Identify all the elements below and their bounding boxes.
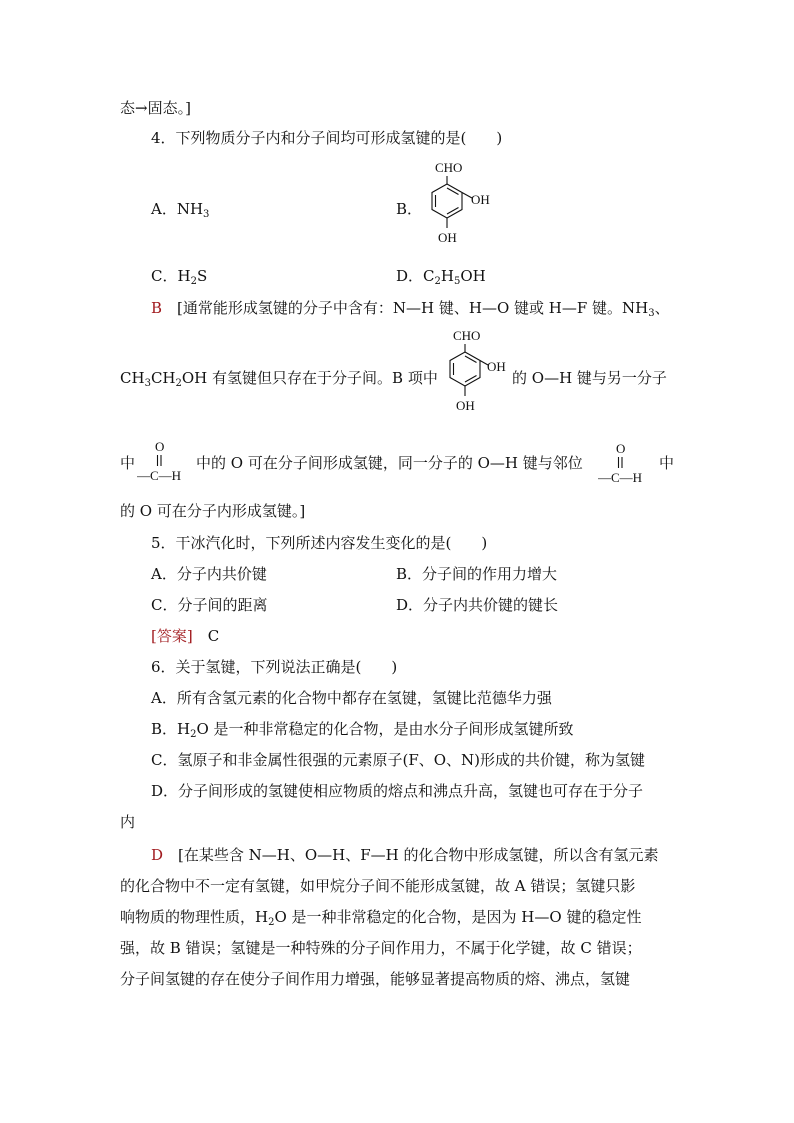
q6-explanation-line4: 强，故 B 错误；氢键是一种特殊的分子间作用力，不属于化学键，故 C 错误；	[120, 939, 642, 957]
q4-option-b-label: B．	[396, 200, 423, 218]
mol-oh-label-2: OH	[456, 398, 475, 413]
aldehyde-group-structure-1	[137, 438, 197, 484]
ald-o-label: O	[616, 441, 626, 456]
q6-option-d-line1: D．分子间形成的氢键使相应物质的熔点和沸点升高，氢键也可存在于分子	[151, 782, 644, 800]
q6-option-c: C．氢原子和非金属性很强的元素原子(F、O、N)形成的共价键，称为氢键	[151, 751, 646, 769]
q5-option-a: A．分子内共价键	[151, 565, 267, 583]
ald-o-label: O	[155, 439, 165, 454]
q4-explanation-line3-mid: 中的 O 可在分子间形成氢键，同一分子的 O—H 键与邻位	[196, 454, 583, 472]
q5-stem: 5．干冰汽化时，下列所述内容发生变化的是( )	[151, 534, 488, 552]
q5-answer-line	[151, 626, 219, 646]
dihydroxybenzaldehyde-structure-2	[430, 326, 520, 426]
mol-ring	[432, 184, 462, 218]
q6-option-a: A．所有含氢元素的化合物中都存在氢键，氢键比范德华力强	[151, 689, 552, 707]
q4-explanation-line3-pre: 中	[120, 454, 136, 472]
q5-option-c: C．分子间的距离	[151, 596, 268, 614]
q5-answer-label: [答案]	[151, 627, 193, 645]
ald-c-label: —C—H	[137, 468, 182, 483]
q5-option-b: B．分子间的作用力增大	[396, 565, 558, 583]
mol-oh-label-1: OH	[487, 359, 506, 374]
q4-answer: B	[151, 299, 163, 317]
q4-option-c: C．$H_2S$	[151, 267, 208, 287]
aldehyde-group-structure-2	[598, 440, 658, 486]
q6-explanation-line2: 的化合物中不一定有氢键，如甲烷分子间不能形成氢键，故 A 错误；氢键只影	[120, 877, 636, 895]
mol-oh-label-1: OH	[471, 192, 490, 207]
q5-answer: C	[207, 627, 220, 645]
q6-explanation-line5: 分子间氢键的存在使分子间作用力增强，能够显著提高物质的熔、沸点，氢键	[120, 970, 631, 988]
q4-option-a: A．$NH_3$	[151, 200, 210, 220]
q6-stem: 6．关于氢键，下列说法正确是( )	[151, 658, 398, 676]
q6-explanation-line1: D [在某些含 N—H、O—H、F—H 的化合物中形成氢键，所以含有氢元素	[151, 846, 659, 864]
q4-explanation-line2-post: 的 O—H 键与另一分子	[512, 369, 667, 387]
dihydroxybenzaldehyde-structure-1	[412, 158, 502, 258]
q4-stem: 4．下列物质分子内和分子间均可形成氢键的是( )	[151, 129, 503, 147]
mol-cho-label: CHO	[435, 160, 463, 175]
mol-oh-label-2: OH	[438, 230, 457, 245]
q4-explanation-line1: B [通常能形成氢键的分子中含有：N—H 键、H—O 键或 H—F 键。$NH_3$、	[151, 299, 670, 319]
q6-answer: D	[151, 846, 164, 864]
q6-option-d-line2: 内	[120, 813, 136, 831]
mol-cho-label: CHO	[453, 328, 481, 343]
q6-option-b: B．$H_2O$ 是一种非常稳定的化合物，是由水分子间形成氢键所致	[151, 720, 574, 740]
q4-option-d: D．$C_2H_5OH$	[396, 267, 486, 287]
q4-explanation-line2-pre: $CH_3CH_2OH$ 有氢键但只存在于分子间。B 项中	[120, 369, 438, 389]
q4-explanation-line4: 的 O 可在分子内形成氢键。]	[120, 502, 306, 520]
q5-option-d: D．分子内共价键的键长	[396, 596, 559, 614]
mol-ring	[450, 352, 480, 386]
q4-explanation-line3-post: 中	[659, 454, 675, 472]
ald-c-label: —C—H	[598, 470, 643, 485]
previous-answer-tail: 态→固态。]	[120, 99, 191, 117]
q6-explanation-line3: 响物质的物理性质，$H_2O$ 是一种非常稳定的化合物，是因为 H—O 键的稳定性	[120, 908, 642, 928]
